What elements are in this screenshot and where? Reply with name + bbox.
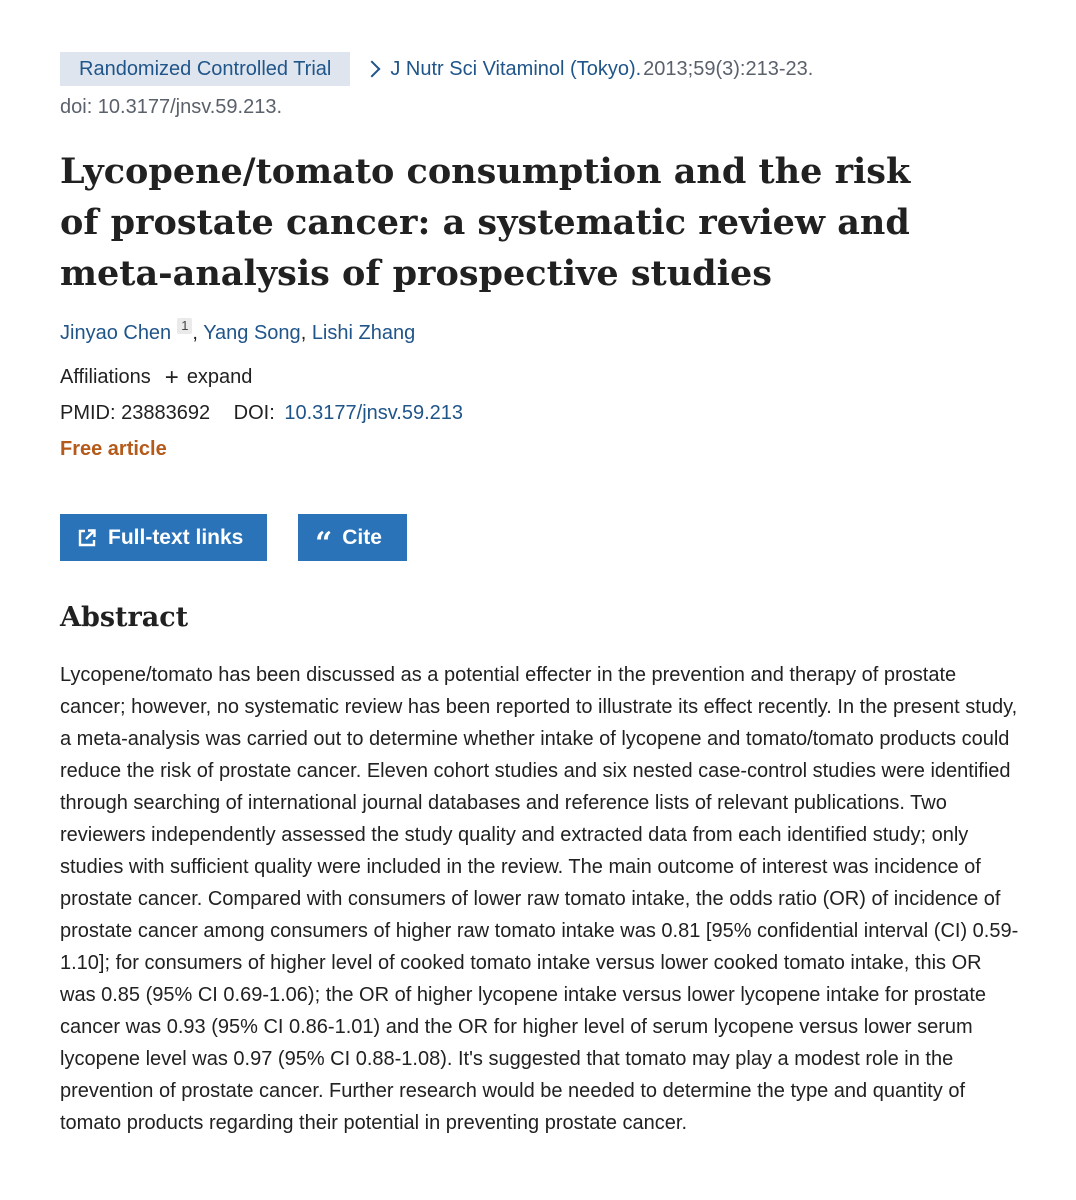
- author-link[interactable]: Yang Song: [203, 322, 301, 344]
- affiliations-toggle[interactable]: [60, 363, 253, 391]
- article-title: Lycopene/tomato consumption and the risk of prostate cancer: a systematic review and meta-analysis of prospective studies: [60, 151, 911, 294]
- plus-icon: +: [164, 363, 179, 391]
- author-list: [60, 318, 415, 345]
- external-link-icon: [78, 529, 96, 547]
- pmid-label: PMID:: [60, 402, 116, 424]
- chevron-right-icon[interactable]: [364, 61, 381, 78]
- citation-text: 2013;59(3):213-23.: [643, 57, 814, 80]
- affiliation-marker[interactable]: 1: [177, 318, 192, 334]
- abstract-heading: Abstract: [60, 602, 189, 633]
- journal-link[interactable]: J Nutr Sci Vitaminol (Tokyo).: [390, 57, 642, 80]
- author-link[interactable]: Lishi Zhang: [311, 322, 416, 344]
- quote-icon: “: [315, 525, 333, 561]
- full-text-links-label: Full-text links: [108, 525, 244, 549]
- doi-link[interactable]: 10.3177/jnsv.59.213: [284, 402, 464, 424]
- cite-label: Cite: [342, 525, 382, 549]
- article-identifiers: [60, 402, 463, 425]
- expand-label[interactable]: expand: [186, 366, 253, 388]
- free-article-label: Free article: [60, 438, 167, 460]
- author-link[interactable]: Jinyao Chen: [60, 322, 172, 344]
- article-meta-row: [60, 52, 813, 86]
- full-text-links-button[interactable]: [60, 514, 267, 561]
- doi-line: doi: 10.3177/jnsv.59.213.: [60, 96, 283, 118]
- publication-type-badge[interactable]: Randomized Controlled Trial: [60, 52, 350, 86]
- affiliations-label: Affiliations: [60, 366, 151, 388]
- doi-label: DOI:: [233, 402, 275, 424]
- abstract-text: Lycopene/tomato has been discussed as a potential effecter in the prevention and therapy of prostate cancer; however, no systematic review has been reported to illustrate its effect recently. In the present study, a meta-analysis was carried out to determine whether intake of lycopene and tomato/tomato products could reduce the risk of prostate cancer. Eleven cohort studies and six nested case-control studies were identified through searching of international journal databases and reference lists of relevant publications. Two reviewers independently assessed the study quality and extracted data from each identified study; only studies with sufficient quality were included in the review. The main outcome of interest was incidence of prostate cancer. Compared with consumers of lower raw tomato intake, the odds ratio (OR) of incidence of prostate cancer among consumers of higher raw tomato intake was 0.81 [95% confidential interval (CI) 0.59-1.10]; for consumers of higher level of cooked tomato intake versus lower cooked tomato intake, this OR was 0.85 (95% CI 0.69-1.06); the OR of higher lycopene intake versus lower lycopene intake for prostate cancer was 0.93 (95% CI 0.86-1.01) and the OR for higher level of serum lycopene versus lower serum lycopene level was 0.97 (95% CI 0.88-1.08). It's suggested that tomato may play a modest role in the prevention of prostate cancer. Further research would be needed to determine the type and quantity of tomato products regarding their potential in preventing prostate cancer.: [60, 664, 1019, 1134]
- cite-button[interactable]: [298, 514, 407, 561]
- pmid-value: 23883692: [121, 402, 211, 424]
- author-separator: ,: [192, 322, 204, 344]
- author-separator: ,: [300, 322, 312, 344]
